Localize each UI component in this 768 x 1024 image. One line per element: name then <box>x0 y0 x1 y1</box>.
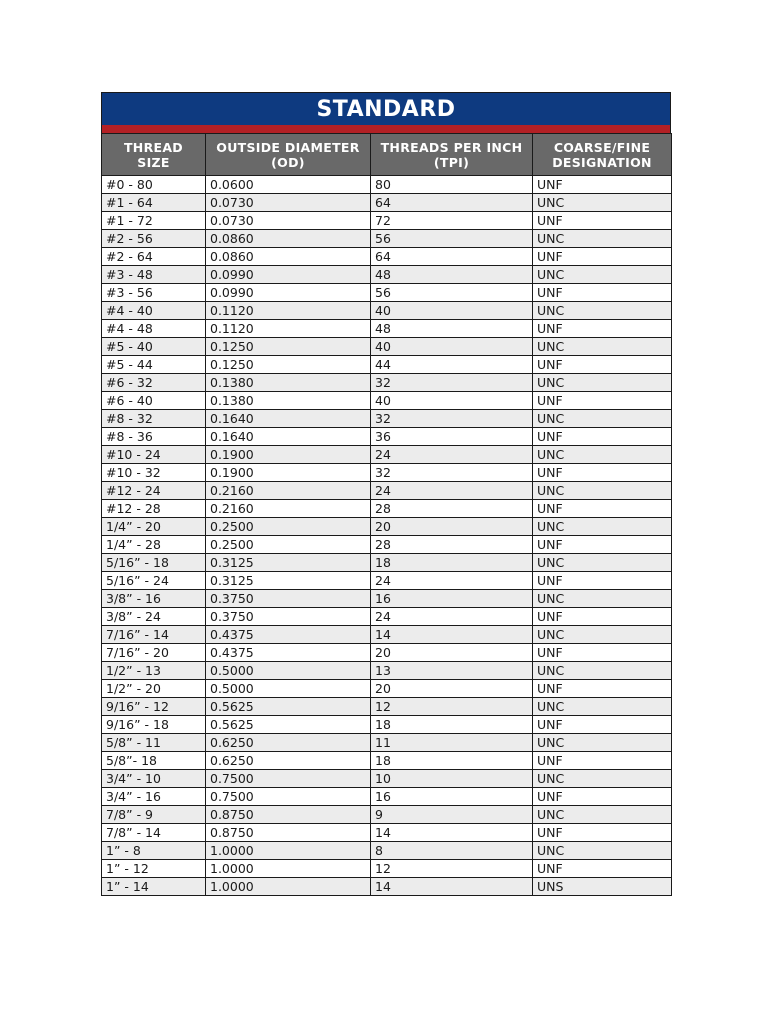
designation-cell: UNC <box>533 266 672 284</box>
thread-size-cell: 9/16” - 12 <box>102 698 206 716</box>
thread-size-cell: 3/8” - 16 <box>102 590 206 608</box>
header-outside-diameter: OUTSIDE DIAMETER (OD) <box>206 134 371 176</box>
table-row <box>102 356 672 374</box>
designation-cell: UNC <box>533 446 672 464</box>
thread-size-cell: 5/16” - 24 <box>102 572 206 590</box>
table-row <box>102 338 672 356</box>
od-cell: 0.4375 <box>206 644 371 662</box>
designation-cell: UNF <box>533 572 672 590</box>
od-cell: 0.1640 <box>206 428 371 446</box>
thread-size-cell: #5 - 44 <box>102 356 206 374</box>
designation-cell: UNF <box>533 608 672 626</box>
thread-size-cell: 5/8”- 18 <box>102 752 206 770</box>
table-row <box>102 482 672 500</box>
table-row <box>102 824 672 842</box>
thread-table <box>101 133 672 896</box>
designation-cell: UNC <box>533 734 672 752</box>
od-cell: 0.1120 <box>206 302 371 320</box>
designation-cell: UNF <box>533 464 672 482</box>
table-row <box>102 284 672 302</box>
header-thread-size: THREAD SIZE <box>102 134 206 176</box>
thread-size-cell: 3/8” - 24 <box>102 608 206 626</box>
tpi-cell: 18 <box>371 554 533 572</box>
designation-cell: UNC <box>533 518 672 536</box>
designation-cell: UNC <box>533 662 672 680</box>
tpi-cell: 24 <box>371 446 533 464</box>
table-row <box>102 842 672 860</box>
od-cell: 0.1250 <box>206 338 371 356</box>
thread-size-cell: 7/16” - 14 <box>102 626 206 644</box>
table-row <box>102 518 672 536</box>
thread-size-cell: #0 - 80 <box>102 176 206 194</box>
designation-cell: UNC <box>533 230 672 248</box>
table-row <box>102 212 672 230</box>
table-row <box>102 464 672 482</box>
table-row <box>102 392 672 410</box>
table-row <box>102 374 672 392</box>
tpi-cell: 32 <box>371 374 533 392</box>
table-row <box>102 572 672 590</box>
table-row <box>102 590 672 608</box>
tpi-cell: 56 <box>371 230 533 248</box>
table-row <box>102 878 672 896</box>
designation-cell: UNF <box>533 824 672 842</box>
table-row <box>102 644 672 662</box>
od-cell: 0.2500 <box>206 536 371 554</box>
table-body <box>102 176 672 896</box>
od-cell: 1.0000 <box>206 842 371 860</box>
table-row <box>102 500 672 518</box>
od-cell: 0.6250 <box>206 752 371 770</box>
designation-cell: UNF <box>533 392 672 410</box>
od-cell: 0.2160 <box>206 482 371 500</box>
thread-size-cell: 1/2” - 13 <box>102 662 206 680</box>
tpi-cell: 48 <box>371 266 533 284</box>
tpi-cell: 10 <box>371 770 533 788</box>
tpi-cell: 40 <box>371 302 533 320</box>
designation-cell: UNF <box>533 788 672 806</box>
od-cell: 0.2500 <box>206 518 371 536</box>
tpi-cell: 48 <box>371 320 533 338</box>
header-row <box>102 134 672 176</box>
tpi-cell: 16 <box>371 590 533 608</box>
thread-size-cell: 9/16” - 18 <box>102 716 206 734</box>
tpi-cell: 24 <box>371 572 533 590</box>
thread-size-cell: #6 - 32 <box>102 374 206 392</box>
designation-cell: UNC <box>533 626 672 644</box>
od-cell: 0.0990 <box>206 284 371 302</box>
od-cell: 0.1120 <box>206 320 371 338</box>
designation-cell: UNF <box>533 680 672 698</box>
designation-cell: UNF <box>533 500 672 518</box>
designation-cell: UNF <box>533 644 672 662</box>
thread-size-cell: 1” - 14 <box>102 878 206 896</box>
table-row <box>102 230 672 248</box>
designation-cell: UNC <box>533 806 672 824</box>
table-row <box>102 860 672 878</box>
tpi-cell: 40 <box>371 338 533 356</box>
tpi-cell: 14 <box>371 878 533 896</box>
tpi-cell: 28 <box>371 536 533 554</box>
designation-cell: UNC <box>533 698 672 716</box>
tpi-cell: 14 <box>371 824 533 842</box>
od-cell: 0.0730 <box>206 212 371 230</box>
od-cell: 0.8750 <box>206 824 371 842</box>
tpi-cell: 28 <box>371 500 533 518</box>
thread-size-cell: 1/4” - 28 <box>102 536 206 554</box>
designation-cell: UNC <box>533 590 672 608</box>
thread-size-cell: 1” - 8 <box>102 842 206 860</box>
od-cell: 0.5000 <box>206 680 371 698</box>
title-banner <box>101 92 671 125</box>
table-row <box>102 770 672 788</box>
thread-size-cell: 7/16” - 20 <box>102 644 206 662</box>
thread-size-cell: #8 - 32 <box>102 410 206 428</box>
table-row <box>102 734 672 752</box>
table-row <box>102 428 672 446</box>
thread-size-cell: #3 - 48 <box>102 266 206 284</box>
tpi-cell: 56 <box>371 284 533 302</box>
od-cell: 0.6250 <box>206 734 371 752</box>
tpi-cell: 20 <box>371 644 533 662</box>
thread-size-cell: 1/4” - 20 <box>102 518 206 536</box>
od-cell: 0.7500 <box>206 788 371 806</box>
thread-size-cell: 1” - 12 <box>102 860 206 878</box>
designation-cell: UNF <box>533 320 672 338</box>
od-cell: 0.0600 <box>206 176 371 194</box>
table-row <box>102 680 672 698</box>
thread-size-cell: #1 - 64 <box>102 194 206 212</box>
designation-cell: UNC <box>533 194 672 212</box>
designation-cell: UNC <box>533 302 672 320</box>
thread-size-cell: 7/8” - 14 <box>102 824 206 842</box>
thread-size-cell: 3/4” - 10 <box>102 770 206 788</box>
thread-size-cell: #2 - 56 <box>102 230 206 248</box>
od-cell: 0.3125 <box>206 572 371 590</box>
tpi-cell: 12 <box>371 698 533 716</box>
designation-cell: UNS <box>533 878 672 896</box>
tpi-cell: 64 <box>371 194 533 212</box>
designation-cell: UNF <box>533 752 672 770</box>
od-cell: 1.0000 <box>206 860 371 878</box>
thread-size-cell: 1/2” - 20 <box>102 680 206 698</box>
tpi-cell: 64 <box>371 248 533 266</box>
od-cell: 0.1640 <box>206 410 371 428</box>
designation-cell: UNF <box>533 536 672 554</box>
tpi-cell: 72 <box>371 212 533 230</box>
table-row <box>102 176 672 194</box>
table-row <box>102 608 672 626</box>
tpi-cell: 24 <box>371 482 533 500</box>
thread-size-cell: 3/4” - 16 <box>102 788 206 806</box>
designation-cell: UNC <box>533 482 672 500</box>
thread-size-cell: 7/8” - 9 <box>102 806 206 824</box>
tpi-cell: 13 <box>371 662 533 680</box>
od-cell: 0.5625 <box>206 716 371 734</box>
thread-size-cell: #2 - 64 <box>102 248 206 266</box>
od-cell: 0.0860 <box>206 230 371 248</box>
od-cell: 0.0990 <box>206 266 371 284</box>
thread-size-cell: #4 - 48 <box>102 320 206 338</box>
od-cell: 0.1380 <box>206 374 371 392</box>
designation-cell: UNF <box>533 356 672 374</box>
od-cell: 0.0860 <box>206 248 371 266</box>
designation-cell: UNF <box>533 284 672 302</box>
tpi-cell: 18 <box>371 716 533 734</box>
table-row <box>102 302 672 320</box>
thread-size-cell: #12 - 24 <box>102 482 206 500</box>
table-row <box>102 626 672 644</box>
thread-size-cell: #3 - 56 <box>102 284 206 302</box>
table-row <box>102 662 672 680</box>
designation-cell: UNF <box>533 212 672 230</box>
designation-cell: UNC <box>533 842 672 860</box>
designation-cell: UNC <box>533 374 672 392</box>
header-coarse-fine: COARSE/FINE DESIGNATION <box>533 134 672 176</box>
tpi-cell: 32 <box>371 464 533 482</box>
thread-size-cell: #5 - 40 <box>102 338 206 356</box>
table-row <box>102 788 672 806</box>
tpi-cell: 9 <box>371 806 533 824</box>
tpi-cell: 20 <box>371 518 533 536</box>
tpi-cell: 12 <box>371 860 533 878</box>
od-cell: 0.1900 <box>206 446 371 464</box>
designation-cell: UNC <box>533 410 672 428</box>
table-row <box>102 446 672 464</box>
designation-cell: UNC <box>533 770 672 788</box>
thread-size-cell: #12 - 28 <box>102 500 206 518</box>
tpi-cell: 11 <box>371 734 533 752</box>
thread-size-cell: 5/8” - 11 <box>102 734 206 752</box>
header-threads-per-inch: THREADS PER INCH (TPI) <box>371 134 533 176</box>
accent-rule <box>101 125 671 133</box>
thread-size-cell: #10 - 32 <box>102 464 206 482</box>
thread-chart <box>101 92 671 896</box>
od-cell: 0.3750 <box>206 608 371 626</box>
designation-cell: UNF <box>533 716 672 734</box>
od-cell: 0.5625 <box>206 698 371 716</box>
tpi-cell: 36 <box>371 428 533 446</box>
designation-cell: UNF <box>533 176 672 194</box>
thread-size-cell: #6 - 40 <box>102 392 206 410</box>
designation-cell: UNF <box>533 248 672 266</box>
thread-size-cell: 5/16” - 18 <box>102 554 206 572</box>
od-cell: 0.3125 <box>206 554 371 572</box>
od-cell: 0.5000 <box>206 662 371 680</box>
tpi-cell: 80 <box>371 176 533 194</box>
od-cell: 0.1250 <box>206 356 371 374</box>
od-cell: 0.7500 <box>206 770 371 788</box>
tpi-cell: 24 <box>371 608 533 626</box>
chart-title: STANDARD <box>316 96 456 122</box>
od-cell: 0.1380 <box>206 392 371 410</box>
table-row <box>102 266 672 284</box>
od-cell: 0.2160 <box>206 500 371 518</box>
od-cell: 0.8750 <box>206 806 371 824</box>
tpi-cell: 44 <box>371 356 533 374</box>
tpi-cell: 8 <box>371 842 533 860</box>
table-row <box>102 536 672 554</box>
table-row <box>102 554 672 572</box>
thread-size-cell: #8 - 36 <box>102 428 206 446</box>
tpi-cell: 20 <box>371 680 533 698</box>
table-row <box>102 716 672 734</box>
od-cell: 0.3750 <box>206 590 371 608</box>
table-row <box>102 806 672 824</box>
tpi-cell: 16 <box>371 788 533 806</box>
tpi-cell: 32 <box>371 410 533 428</box>
table-row <box>102 410 672 428</box>
designation-cell: UNF <box>533 428 672 446</box>
tpi-cell: 14 <box>371 626 533 644</box>
table-row <box>102 752 672 770</box>
tpi-cell: 18 <box>371 752 533 770</box>
table-row <box>102 248 672 266</box>
od-cell: 0.0730 <box>206 194 371 212</box>
tpi-cell: 40 <box>371 392 533 410</box>
od-cell: 0.4375 <box>206 626 371 644</box>
designation-cell: UNC <box>533 554 672 572</box>
designation-cell: UNC <box>533 338 672 356</box>
thread-size-cell: #1 - 72 <box>102 212 206 230</box>
table-row <box>102 698 672 716</box>
od-cell: 1.0000 <box>206 878 371 896</box>
table-row <box>102 320 672 338</box>
od-cell: 0.1900 <box>206 464 371 482</box>
table-row <box>102 194 672 212</box>
thread-size-cell: #4 - 40 <box>102 302 206 320</box>
designation-cell: UNF <box>533 860 672 878</box>
thread-size-cell: #10 - 24 <box>102 446 206 464</box>
